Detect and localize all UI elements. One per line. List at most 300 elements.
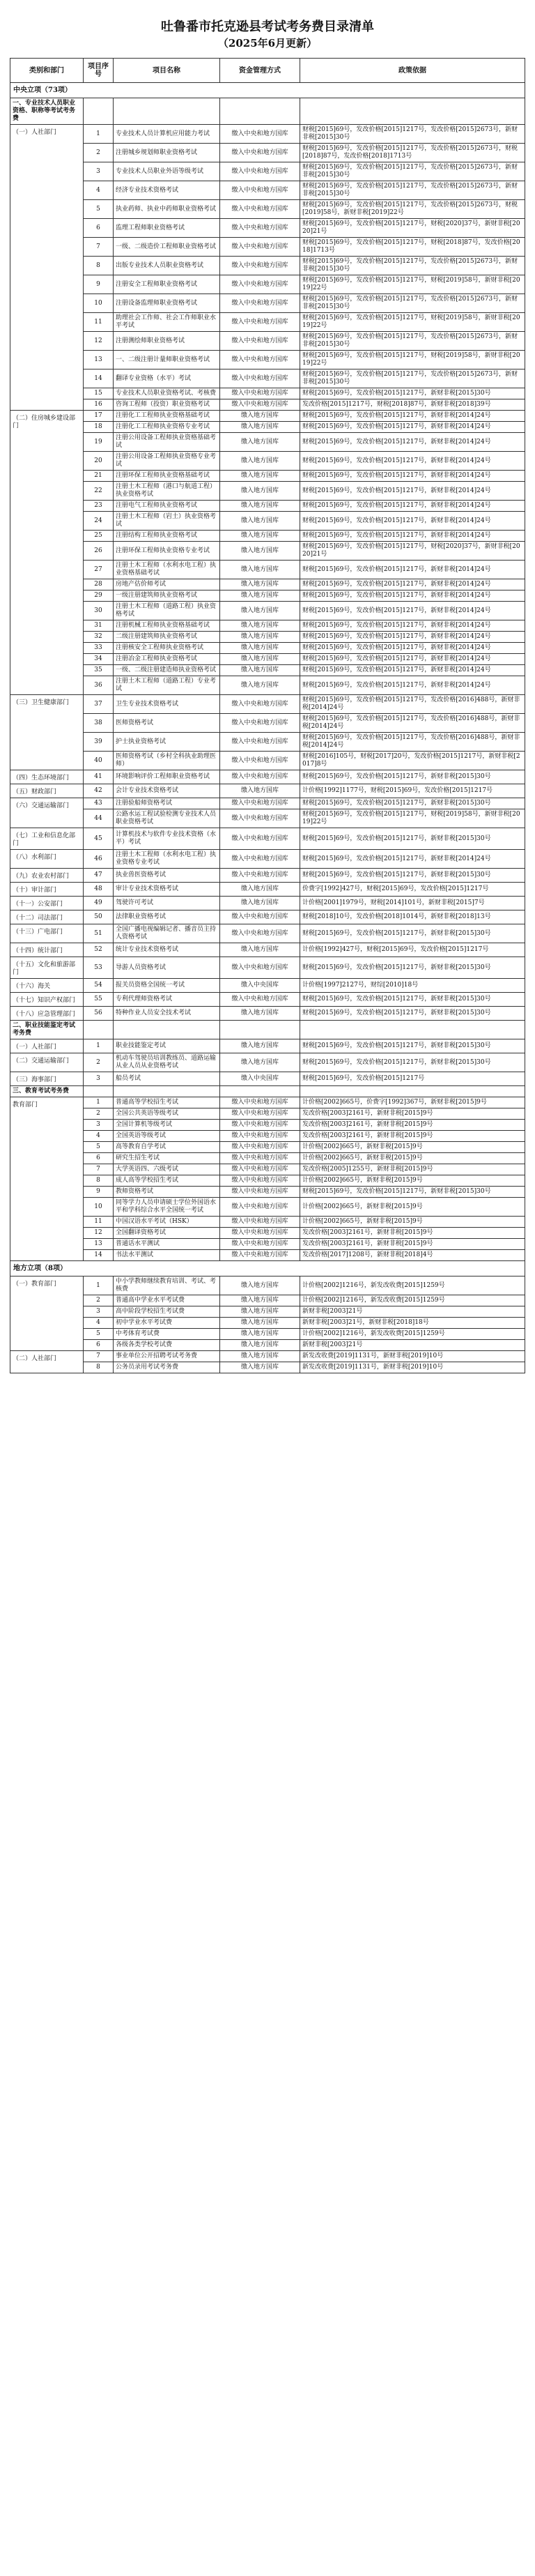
group-label: 三、教育考试考务费 xyxy=(10,1086,84,1097)
policy-basis: 财税[2015]69号，发改价格[2015]1217号，发改价格[2015]2673号，财税[2018]87号，发改价格[2018]1713号 xyxy=(300,144,525,162)
table-row xyxy=(10,924,525,943)
policy-basis: 财税[2015]69号，发改价格[2015]1217号，新财非税[2014]24号 xyxy=(300,531,525,542)
policy-basis: 发改价格[2003]2161号，新财非税[2015]9号 xyxy=(300,1108,525,1120)
item-name: 环境影响评价工程师职业资格考试 xyxy=(114,770,220,784)
policy-basis: 财税[2015]69号，发改价格[2015]1217号，财税[2019]58号，新财非税[2019]22号 xyxy=(300,313,525,332)
table-row xyxy=(10,351,525,369)
fund-management: 缴入地方国库 xyxy=(220,452,300,471)
section-label: 地方立项（8项） xyxy=(10,1261,525,1276)
item-name: 研究生招生考试 xyxy=(114,1153,220,1164)
header-category: 类别和部门 xyxy=(10,59,84,83)
item-number: 8 xyxy=(84,257,114,275)
fund-management: 缴入地方国库 xyxy=(220,1306,300,1318)
policy-basis: 财税[2015]69号，发改价格[2015]1217号，财税[2020]37号，新财非税[2020]21号 xyxy=(300,542,525,561)
table-row xyxy=(10,665,525,676)
fund-management: 缴入中央和地方国库 xyxy=(220,1239,300,1250)
item-name: 计算机技术与软件专业技术资格（水平）考试 xyxy=(114,828,220,850)
item-name: 翻译专业资格（水平）考试 xyxy=(114,369,220,388)
policy-basis: 计价格[2002]665号，新财非税[2015]9号 xyxy=(300,1175,525,1187)
item-name: 高中阶段学校招生考试费 xyxy=(114,1306,220,1318)
policy-basis: 财税[2015]69号，发改价格[2015]1217号，新财非税[2014]24号 xyxy=(300,643,525,654)
item-number: 23 xyxy=(84,501,114,512)
fund-management: 缴入中央和地方国库 xyxy=(220,144,300,162)
policy-basis: 财税[2015]69号，发改价格[2015]1217号，发改价格[2015]2673号，财税[2019]58号，新财非税[2019]22号 xyxy=(300,200,525,219)
policy-basis: 财税[2015]69号，发改价格[2015]1217号，新财非税[2015]30号 xyxy=(300,388,525,399)
table-row xyxy=(10,144,525,162)
header-policy-basis: 政策依据 xyxy=(300,59,525,83)
item-number: 25 xyxy=(84,531,114,542)
policy-basis: 计价格[1992]427号，财税[2015]69号，发改价格[2015]1217号 xyxy=(300,943,525,957)
policy-basis: 财税[2015]69号，发改价格[2015]1217号，发改价格[2016]488号，新财非税[2014]24号 xyxy=(300,714,525,733)
table-row xyxy=(10,1053,525,1072)
item-number: 56 xyxy=(84,1007,114,1021)
item-number: 3 xyxy=(84,162,114,181)
item-number: 2 xyxy=(84,144,114,162)
policy-basis: 财税[2015]69号，发改价格[2015]1217号，新财非税[2014]24号 xyxy=(300,411,525,422)
item-number: 44 xyxy=(84,809,114,828)
fund-management: 缴入中央和地方国库 xyxy=(220,181,300,200)
item-name: 公路水运工程试验检测专业技术人员职业资格考试 xyxy=(114,809,220,828)
item-number: 32 xyxy=(84,632,114,643)
item-number: 6 xyxy=(84,1340,114,1351)
item-number: 4 xyxy=(84,1318,114,1329)
policy-basis: 财税[2018]10号，发改价格[2018]1014号，新财非税[2018]13号 xyxy=(300,910,525,924)
department-label: （二）人社部门 xyxy=(10,1351,84,1373)
table-row xyxy=(10,1120,525,1131)
department-label: 教育部门 xyxy=(10,1097,84,1261)
fund-management: 缴入地方国库 xyxy=(220,1351,300,1362)
item-number: 13 xyxy=(84,351,114,369)
policy-basis: 财税[2015]69号，发改价格[2015]1217号，发改价格[2015]2673号，新财非税[2015]30号 xyxy=(300,369,525,388)
fund-management: 缴入中央和地方国库 xyxy=(220,770,300,784)
department-label: （一）人社部门 xyxy=(10,125,84,411)
policy-basis: 财税[2015]69号，发改价格[2015]1217号，新财非税[2014]24号 xyxy=(300,422,525,433)
fund-management: 缴入中央和地方国库 xyxy=(220,1153,300,1164)
table-row xyxy=(10,1239,525,1250)
table-row xyxy=(10,579,525,590)
policy-basis: 财税[2015]69号，发改价格[2015]1217号，新财非税[2014]24号 xyxy=(300,561,525,579)
fund-management: 缴入地方国库 xyxy=(220,542,300,561)
fund-management: 缴入中央和地方国库 xyxy=(220,1097,300,1108)
fund-management: 缴入地方国库 xyxy=(220,883,300,897)
item-number: 30 xyxy=(84,602,114,620)
table-row xyxy=(10,714,525,733)
department-label: （十一）公安部门 xyxy=(10,897,84,910)
policy-basis: 财税[2015]69号，发改价格[2015]1217号，新财非税[2014]24号 xyxy=(300,665,525,676)
item-name: 高等教育自学考试 xyxy=(114,1142,220,1153)
fund-management: 缴入中央和地方国库 xyxy=(220,162,300,181)
policy-basis: 财税[2015]69号，发改价格[2015]1217号，新财非税[2015]30号 xyxy=(300,1187,525,1198)
item-number: 18 xyxy=(84,422,114,433)
fund-management: 缴入地方国库 xyxy=(220,561,300,579)
fund-management: 缴入中央和地方国库 xyxy=(220,294,300,313)
item-number: 7 xyxy=(84,1164,114,1175)
table-row xyxy=(10,561,525,579)
item-number: 38 xyxy=(84,714,114,733)
item-name: 职业技能鉴定考试 xyxy=(114,1039,220,1053)
item-name: 中考体育考试费 xyxy=(114,1329,220,1340)
policy-basis: 财税[2015]69号，发改价格[2015]1217号，新财非税[2014]24号 xyxy=(300,654,525,665)
item-number: 9 xyxy=(84,275,114,294)
department-label: （四）生态环境部门 xyxy=(10,770,84,784)
group-empty-cell xyxy=(84,1086,114,1097)
item-number: 37 xyxy=(84,695,114,714)
item-name: 船员考试 xyxy=(114,1072,220,1086)
item-name: 监理工程师职业资格考试 xyxy=(114,219,220,238)
item-name: 普通话水平测试 xyxy=(114,1239,220,1250)
table-row xyxy=(10,313,525,332)
policy-basis: 计价格[2002]1216号，新发改收费[2015]1259号 xyxy=(300,1295,525,1306)
fund-management: 缴入中央和地方国库 xyxy=(220,1142,300,1153)
department-label: （十八）应急管理部门 xyxy=(10,1007,84,1021)
policy-basis: 计价格[2001]1979号，财税[2014]101号，新财非税[2015]7号 xyxy=(300,897,525,910)
item-name: 一级、二级造价工程师职业资格考试 xyxy=(114,238,220,257)
document-title: 吐鲁番市托克逊县考试考务费目录清单 xyxy=(161,20,374,34)
item-number: 52 xyxy=(84,943,114,957)
item-name: 初中学业水平考试费 xyxy=(114,1318,220,1329)
department-label: （六）交通运输部门 xyxy=(10,798,84,828)
item-name: 注册土木工程师（港口与航道工程）执业资格考试 xyxy=(114,482,220,501)
policy-basis: 财税[2015]69号，发改价格[2015]1217号，新财非税[2014]24号 xyxy=(300,579,525,590)
table-row xyxy=(10,1295,525,1306)
item-name: 特种作业人员安全技术考试 xyxy=(114,1007,220,1021)
item-name: 报关员资格全国统一考试 xyxy=(114,979,220,993)
group-empty-cell xyxy=(300,1021,525,1039)
fund-management: 缴入中央和地方国库 xyxy=(220,1187,300,1198)
policy-basis: 财税[2015]69号，发改价格[2015]1217号，发改价格[2015]2673号，新财非税[2015]30号 xyxy=(300,162,525,181)
fund-management: 缴入中央和地方国库 xyxy=(220,714,300,733)
item-name: 专业技术人员职业外语等级考试 xyxy=(114,162,220,181)
table-row xyxy=(10,957,525,979)
table-row xyxy=(10,422,525,433)
policy-basis: 财税[2015]69号，发改价格[2015]1217号，新财非税[2015]30号 xyxy=(300,1039,525,1053)
department-label: （十三）广电部门 xyxy=(10,924,84,943)
fund-management: 缴入中央国库 xyxy=(220,979,300,993)
table-row xyxy=(10,411,525,422)
fund-management: 缴入中央和地方国库 xyxy=(220,957,300,979)
table-row xyxy=(10,501,525,512)
department-label: （八）水利部门 xyxy=(10,850,84,869)
item-name: 一级注册建筑师执业资格考试 xyxy=(114,590,220,602)
policy-basis: 财税[2016]105号，财税[2017]20号，发改价格[2015]1217号，新财非税[2017]8号 xyxy=(300,752,525,770)
item-number: 4 xyxy=(84,181,114,200)
table-row xyxy=(10,643,525,654)
table-row xyxy=(10,897,525,910)
item-name: 注册城乡规划师职业资格考试 xyxy=(114,144,220,162)
item-number: 50 xyxy=(84,910,114,924)
table-row xyxy=(10,798,525,809)
table-body xyxy=(10,83,525,1373)
item-number: 16 xyxy=(84,399,114,411)
item-number: 43 xyxy=(84,798,114,809)
item-number: 2 xyxy=(84,1053,114,1072)
item-name: 助理社会工作师、社会工作师职业水平考试 xyxy=(114,313,220,332)
department-label: （十二）司法部门 xyxy=(10,910,84,924)
policy-basis: 计价格[2002]665号，新财非税[2015]9号 xyxy=(300,1153,525,1164)
policy-basis: 计价格[2002]665号，新财非税[2015]9号 xyxy=(300,1198,525,1217)
fund-management: 缴入地方国库 xyxy=(220,676,300,695)
fund-management: 缴入中央和地方国库 xyxy=(220,125,300,144)
fund-management: 缴入中央和地方国库 xyxy=(220,733,300,752)
item-name: 法律职业资格考试 xyxy=(114,910,220,924)
group-row xyxy=(10,1021,525,1039)
item-number: 12 xyxy=(84,1228,114,1239)
item-name: 全国广播电视编辑记者、播音员主持人资格考试 xyxy=(114,924,220,943)
fund-management: 缴入中央国库 xyxy=(220,1072,300,1086)
department-label: （一）人社部门 xyxy=(10,1039,84,1053)
policy-basis: 发改价格[2003]2161号，新财非税[2015]9号 xyxy=(300,1131,525,1142)
item-number: 6 xyxy=(84,219,114,238)
table-row xyxy=(10,695,525,714)
policy-basis: 财税[2015]69号，发改价格[2015]1217号，新财非税[2015]30号 xyxy=(300,770,525,784)
table-row xyxy=(10,654,525,665)
item-number: 14 xyxy=(84,369,114,388)
item-number: 13 xyxy=(84,1239,114,1250)
fund-management: 缴入中央和地方国库 xyxy=(220,1131,300,1142)
policy-basis: 新财非税[2003]21号 xyxy=(300,1340,525,1351)
fee-catalog-table xyxy=(10,58,525,1373)
policy-basis: 价费字[1992]427号，财税[2015]69号，发改价格[2015]1217号 xyxy=(300,883,525,897)
policy-basis: 计价格[2002]665号，价费字[1992]367号，新财非税[2015]9号 xyxy=(300,1097,525,1108)
policy-basis: 发改价格[2003]2161号，新财非税[2015]9号 xyxy=(300,1228,525,1239)
group-empty-cell xyxy=(84,98,114,125)
table-row xyxy=(10,1276,525,1295)
table-header-row xyxy=(10,59,525,83)
item-name: 普通高等学校招生考试 xyxy=(114,1097,220,1108)
policy-basis: 财税[2015]69号，发改价格[2015]1217号，财税[2019]58号，新财非税[2019]22号 xyxy=(300,809,525,828)
policy-basis: 计价格[2002]1216号，新发改收费[2015]1259号 xyxy=(300,1276,525,1295)
table-row xyxy=(10,512,525,531)
table-row xyxy=(10,1153,525,1164)
policy-basis: 计价格[1992]1177号，财税[2015]69号，发改价格[2015]1217号 xyxy=(300,784,525,798)
section-label: 中央立项（73项） xyxy=(10,83,525,98)
item-name: 经济专业技术资格考试 xyxy=(114,181,220,200)
item-number: 14 xyxy=(84,1250,114,1261)
item-name: 注册土木工程师（水利水电工程）执业资格专业考试 xyxy=(114,850,220,869)
item-name: 医师资格考试（乡村全科执业助理医师） xyxy=(114,752,220,770)
policy-basis: 财税[2015]69号，发改价格[2015]1217号，财税[2019]58号，新财非税[2019]22号 xyxy=(300,351,525,369)
policy-basis: 财税[2015]69号，发改价格[2015]1217号，财税[2020]37号，新财非税[2020]21号 xyxy=(300,219,525,238)
item-number: 8 xyxy=(84,1362,114,1373)
item-number: 21 xyxy=(84,471,114,482)
fund-management: 缴入中央和地方国库 xyxy=(220,869,300,883)
item-name: 专业技术人员职业资格考试、考核费 xyxy=(114,388,220,399)
policy-basis: 发改价格[2017]1208号，新财非税[2018]4号 xyxy=(300,1250,525,1261)
item-name: 驾驶许可考试 xyxy=(114,897,220,910)
item-name: 专业技术人员计算机应用能力考试 xyxy=(114,125,220,144)
policy-basis: 发改价格[2003]2161号，新财非税[2015]9号 xyxy=(300,1120,525,1131)
table-row xyxy=(10,1198,525,1217)
table-row xyxy=(10,1039,525,1053)
item-name: 事业单位公开招聘考试考务费 xyxy=(114,1351,220,1362)
item-name: 注册环保工程师执业资格基础考试 xyxy=(114,471,220,482)
group-empty-cell xyxy=(300,1086,525,1097)
item-number: 33 xyxy=(84,643,114,654)
fund-management: 缴入地方国库 xyxy=(220,654,300,665)
item-name: 注册安全工程师职业资格考试 xyxy=(114,275,220,294)
table-row xyxy=(10,1329,525,1340)
fund-management: 缴入中央和地方国库 xyxy=(220,1228,300,1239)
item-name: 注册验船师资格考试 xyxy=(114,798,220,809)
policy-basis: 财税[2015]69号，发改价格[2015]1217号，新财非税[2014]24号 xyxy=(300,501,525,512)
item-number: 22 xyxy=(84,482,114,501)
table-row xyxy=(10,1164,525,1175)
policy-basis: 财税[2015]69号，发改价格[2015]1217号，新财非税[2014]24号 xyxy=(300,632,525,643)
item-name: 注册土木工程师（道路工程）专业考试 xyxy=(114,676,220,695)
item-name: 普通高中学业水平考试费 xyxy=(114,1295,220,1306)
group-empty-cell xyxy=(220,1086,300,1097)
policy-basis: 财税[2015]69号，发改价格[2015]1217号，新财非税[2014]24号 xyxy=(300,433,525,452)
policy-basis: 新财非税[2003]21号，新财非税[2018]18号 xyxy=(300,1318,525,1329)
fund-management: 缴入地方国库 xyxy=(220,590,300,602)
table-row xyxy=(10,257,525,275)
table-row xyxy=(10,993,525,1007)
table-row xyxy=(10,294,525,313)
fund-management: 缴入中央和地方国库 xyxy=(220,1108,300,1120)
item-name: 注册公用设备工程师执业资格专业考试 xyxy=(114,452,220,471)
table-row xyxy=(10,531,525,542)
department-label: （十四）统计部门 xyxy=(10,943,84,957)
item-name: 执业药师、执业中药师职业资格考试 xyxy=(114,200,220,219)
fund-management: 缴入地方国库 xyxy=(220,531,300,542)
department-label: （九）农业农村部门 xyxy=(10,869,84,883)
department-label: （一）教育部门 xyxy=(10,1276,84,1351)
policy-basis: 财税[2015]69号，发改价格[2015]1217号，新财非税[2014]24号 xyxy=(300,676,525,695)
department-label: （五）财政部门 xyxy=(10,784,84,798)
item-name: 咨询工程师（投资）职业资格考试 xyxy=(114,399,220,411)
item-name: 注册测绘师职业资格考试 xyxy=(114,332,220,351)
section-row xyxy=(10,1261,525,1276)
document-subtitle: （2025年6月更新） xyxy=(217,37,318,49)
policy-basis: 财税[2015]69号，发改价格[2015]1217号，新财非税[2015]30号 xyxy=(300,798,525,809)
table-row xyxy=(10,620,525,632)
table-row xyxy=(10,1097,525,1108)
item-name: 出版专业技术人员职业资格考试 xyxy=(114,257,220,275)
table-row xyxy=(10,1306,525,1318)
item-name: 执业兽医资格考试 xyxy=(114,869,220,883)
item-number: 11 xyxy=(84,313,114,332)
table-row xyxy=(10,275,525,294)
fund-management: 缴入中央和地方国库 xyxy=(220,313,300,332)
fund-management: 缴入中央和地方国库 xyxy=(220,1120,300,1131)
department-label: （三）海事部门 xyxy=(10,1072,84,1086)
table-row xyxy=(10,1217,525,1228)
item-name: 注册化工工程师执业资格专业考试 xyxy=(114,422,220,433)
item-name: 医师资格考试 xyxy=(114,714,220,733)
table-row xyxy=(10,125,525,144)
table-row xyxy=(10,1351,525,1362)
fund-management: 缴入中央和地方国库 xyxy=(220,238,300,257)
fund-management: 缴入地方国库 xyxy=(220,501,300,512)
fund-management: 缴入地方国库 xyxy=(220,1295,300,1306)
table-row xyxy=(10,471,525,482)
table-row xyxy=(10,433,525,452)
item-name: 中小学教师继续教育培训、考试、考核费 xyxy=(114,1276,220,1295)
policy-basis: 发改价格[2003]2161号，新财非税[2015]9号 xyxy=(300,1239,525,1250)
table-row xyxy=(10,1072,525,1086)
item-number: 54 xyxy=(84,979,114,993)
header-fund-management: 资金管理方式 xyxy=(220,59,300,83)
item-name: 护士执业资格考试 xyxy=(114,733,220,752)
item-name: 注册土木工程师（水利水电工程）执业资格基础考试 xyxy=(114,561,220,579)
item-name: 注册机械工程师执业资格基础考试 xyxy=(114,620,220,632)
item-number: 2 xyxy=(84,1108,114,1120)
table-row xyxy=(10,602,525,620)
group-row xyxy=(10,1086,525,1097)
policy-basis: 财税[2015]69号，发改价格[2015]1217号，新财非税[2014]24号 xyxy=(300,482,525,501)
policy-basis: 发改价格[2005]1255号，新财非税[2015]9号 xyxy=(300,1164,525,1175)
policy-basis: 计价格[2002]665号，新财非税[2015]9号 xyxy=(300,1217,525,1228)
fund-management: 缴入中央和地方国库 xyxy=(220,924,300,943)
item-name: 全国公共英语等级考试 xyxy=(114,1108,220,1120)
fund-management: 缴入地方国库 xyxy=(220,1362,300,1373)
table-row xyxy=(10,388,525,399)
table-row xyxy=(10,632,525,643)
fund-management: 缴入中央和地方国库 xyxy=(220,1175,300,1187)
item-number: 28 xyxy=(84,579,114,590)
policy-basis: 计价格[2002]665号，新财非税[2015]9号 xyxy=(300,1142,525,1153)
item-number: 1 xyxy=(84,125,114,144)
fund-management: 缴入中央和地方国库 xyxy=(220,351,300,369)
item-name: 注册土木工程师（道路工程）执业资格考试 xyxy=(114,602,220,620)
item-name: 机动车驾驶员培训教练员、道路运输从业人员从业资格考试 xyxy=(114,1053,220,1072)
item-name: 房地产估价师考试 xyxy=(114,579,220,590)
fund-management: 缴入中央和地方国库 xyxy=(220,1198,300,1217)
group-empty-cell xyxy=(114,1021,220,1039)
item-name: 一、二级注册计量师职业资格考试 xyxy=(114,351,220,369)
table-row xyxy=(10,1228,525,1239)
item-name: 注册电气工程师执业资格考试 xyxy=(114,501,220,512)
item-name: 注册设备监理师职业资格考试 xyxy=(114,294,220,313)
item-number: 6 xyxy=(84,1153,114,1164)
fund-management: 缴入地方国库 xyxy=(220,1276,300,1295)
fund-management: 缴入地方国库 xyxy=(220,1329,300,1340)
item-number: 7 xyxy=(84,1351,114,1362)
item-name: 注册冶金工程师执业资格考试 xyxy=(114,654,220,665)
item-name: 大学英语四、六级考试 xyxy=(114,1164,220,1175)
item-number: 3 xyxy=(84,1306,114,1318)
fund-management: 缴入地方国库 xyxy=(220,897,300,910)
table-row xyxy=(10,181,525,200)
item-number: 1 xyxy=(84,1276,114,1295)
policy-basis: 财税[2015]69号，发改价格[2015]1217号，新财非税[2015]30号 xyxy=(300,828,525,850)
fund-management: 缴入地方国库 xyxy=(220,1039,300,1053)
table-row xyxy=(10,1175,525,1187)
item-number: 34 xyxy=(84,654,114,665)
item-number: 3 xyxy=(84,1120,114,1131)
table-row xyxy=(10,1108,525,1120)
item-name: 专利代理师资格考试 xyxy=(114,993,220,1007)
item-name: 书法水平测试 xyxy=(114,1250,220,1261)
fund-management: 缴入中央和地方国库 xyxy=(220,1217,300,1228)
table-row xyxy=(10,733,525,752)
table-row xyxy=(10,369,525,388)
group-label: 一、专业技术人员职业资格、职称等考试考务费 xyxy=(10,98,84,125)
policy-basis: 发改价格[2015]1217号，财税[2018]87号，新财非税[2018]39号 xyxy=(300,399,525,411)
item-number: 4 xyxy=(84,1131,114,1142)
department-label: （七）工业和信息化部门 xyxy=(10,828,84,850)
policy-basis: 财税[2015]69号，发改价格[2015]1217号，财税[2019]58号，新财非税[2019]22号 xyxy=(300,275,525,294)
table-row xyxy=(10,482,525,501)
policy-basis: 计价格[2002]1216号，新发改收费[2015]1259号 xyxy=(300,1329,525,1340)
item-name: 公务员录用考试考务费 xyxy=(114,1362,220,1373)
policy-basis: 财税[2015]69号，发改价格[2015]1217号，新财非税[2014]24号 xyxy=(300,602,525,620)
fund-management: 缴入地方国库 xyxy=(220,433,300,452)
item-number: 40 xyxy=(84,752,114,770)
fund-management: 缴入地方国库 xyxy=(220,784,300,798)
policy-basis: 财税[2015]69号，发改价格[2015]1217号，发改价格[2015]2673号，新财非税[2015]30号 xyxy=(300,332,525,351)
item-number: 55 xyxy=(84,993,114,1007)
